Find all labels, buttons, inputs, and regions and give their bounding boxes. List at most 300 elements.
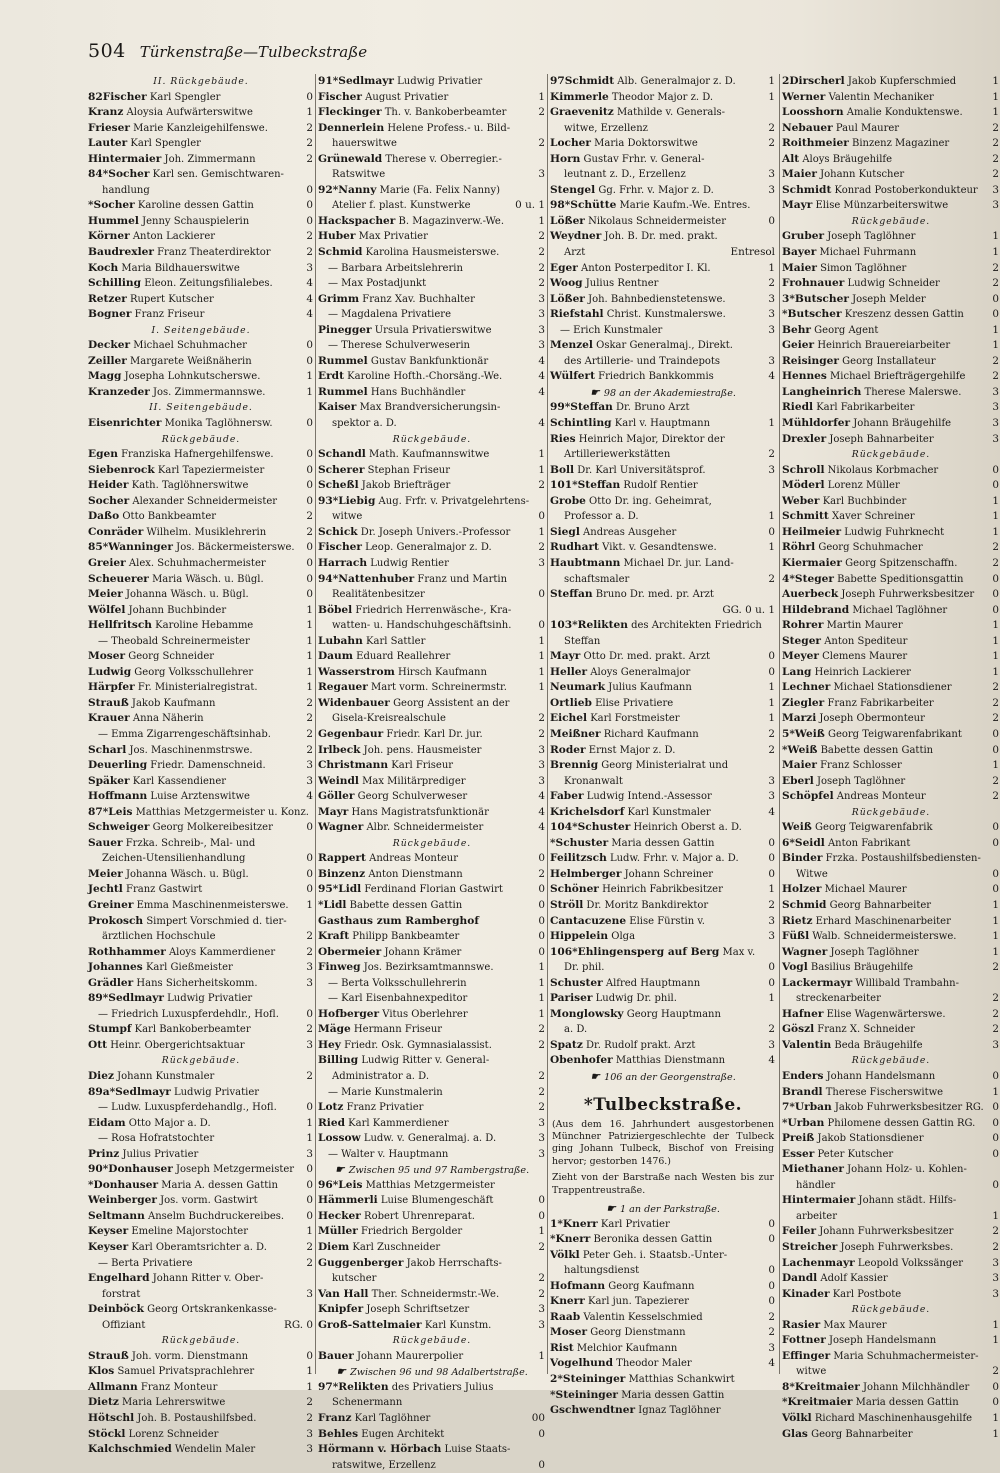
floor-number: 4 [538, 821, 545, 834]
resident-details: Richard Maschinenhausgehilfe [811, 1413, 973, 1425]
resident-surname: Krichelsdorf [550, 805, 625, 818]
resident-surname: Brennig [550, 759, 599, 772]
house-number: * [88, 199, 94, 212]
resident-details: Franz Xav. Buchhalter [359, 293, 475, 305]
directory-entry [318, 867, 546, 883]
directory-entry [318, 556, 546, 572]
floor-number: 0 [306, 354, 313, 367]
floor-number: 0 [306, 463, 313, 476]
floor-number: 3 [538, 743, 545, 756]
directory-entry [550, 136, 776, 152]
resident-details: Anton Fabrikant [824, 837, 911, 849]
resident-details: Konrad Postoberkondukteur [831, 184, 978, 196]
directory-entry [782, 261, 1000, 277]
resident-details: — Friedrich Luxuspferdehdlr., Hofl. [98, 1008, 279, 1020]
directory-entry [782, 758, 1000, 774]
floor-number: 1 [992, 650, 999, 663]
resident-details: Maria dessen Gattin [608, 837, 715, 849]
directory-entry [782, 1427, 1000, 1443]
resident-details: Jenny Schauspielerin [138, 215, 250, 227]
resident-surname: Lubahn [318, 634, 363, 647]
resident-surname: Maier [782, 759, 817, 772]
resident-details: Georg Dienstmann [587, 1327, 686, 1339]
directory-entry [782, 696, 1000, 712]
directory-entry [318, 587, 546, 603]
floor-number: 3 [538, 759, 545, 772]
directory-entry [782, 711, 1000, 727]
directory-entry [88, 867, 314, 883]
column-3 [550, 74, 776, 1417]
resident-details: Joh. Zimmermann [161, 153, 256, 165]
resident-details: Dr. Bruno Arzt [612, 402, 690, 414]
resident-surname: Deinböck [88, 1303, 144, 1316]
section-heading: Rückgebäude. [851, 806, 931, 818]
directory-entry [550, 851, 776, 867]
resident-surname: Schöner [550, 883, 599, 896]
resident-surname: Fleckinger [318, 106, 382, 119]
resident-details: Aloys Generalmajor [587, 666, 691, 678]
floor-number: 2 [992, 152, 999, 165]
directory-entry [782, 556, 1000, 572]
resident-surname: Pariser [550, 992, 593, 1005]
directory-entry [550, 1248, 776, 1264]
floor-number: 0 [538, 1209, 545, 1222]
directory-entry [318, 774, 546, 790]
resident-surname: Obermeier [318, 945, 382, 958]
resident-details: Karl Tapeziermeister [154, 464, 265, 476]
resident-details: Karoline dessen Gattin [134, 200, 254, 212]
resident-surname: Eberl [782, 774, 814, 787]
resident-details: Maria A. dessen Gattin [158, 1179, 278, 1191]
page-header [88, 40, 968, 68]
floor-number: 0 [538, 510, 545, 523]
floor-number: 4 [538, 354, 545, 367]
directory-entry [550, 276, 776, 292]
directory-entry [88, 152, 314, 168]
floor-number: 0 [992, 308, 999, 321]
directory-entry [782, 105, 1000, 121]
floor-number: 0 [992, 821, 999, 834]
directory-entry [318, 743, 546, 759]
floor-number: 3 [768, 463, 775, 476]
resident-details: Andreas Ausgeher [579, 526, 677, 538]
resident-surname: Harrach [318, 556, 368, 569]
floor-number: 3 [538, 292, 545, 305]
floor-number: 0 [306, 417, 313, 430]
directory-entry [88, 90, 314, 106]
resident-surname: Diem [318, 1241, 350, 1254]
resident-surname: Knerr [562, 1217, 598, 1230]
resident-details: Emeline Majorstochter [128, 1226, 248, 1238]
floor-number: 2 [768, 1310, 775, 1323]
resident-details: Johann Ritter v. Ober- [149, 1273, 264, 1285]
floor-number: 1 [538, 992, 545, 1005]
floor-number: 1 [306, 681, 313, 694]
resident-surname: Auerbeck [782, 588, 839, 601]
resident-details: Jakob Kupferschmied [844, 76, 957, 87]
directory-entry [88, 634, 314, 650]
directory-entry [88, 354, 314, 370]
resident-details: witwe, Erzellenz [564, 122, 648, 134]
resident-surname: Stengel [550, 183, 596, 196]
directory-entry [550, 214, 776, 230]
directory-entry [550, 898, 776, 914]
house-number: * [318, 898, 324, 911]
house-number: 103* [550, 619, 578, 632]
resident-surname: Helmberger [550, 867, 622, 880]
resident-details: Rudolf Rentier [620, 480, 698, 492]
resident-surname: Butscher [794, 292, 849, 305]
floor-number: 1 [992, 619, 999, 632]
directory-entry [550, 1372, 776, 1388]
resident-surname: Weindl [318, 774, 359, 787]
directory-entry [550, 680, 776, 696]
directory-entry [88, 167, 314, 183]
floor-number: 0 [768, 1295, 775, 1308]
resident-details: Leop. Generalmajor z. D. [361, 542, 492, 554]
directory-entry [782, 1318, 1000, 1334]
resident-surname: Groß-Sattelmaier [318, 1318, 422, 1331]
directory-entry [88, 914, 314, 930]
resident-surname: Siegl [550, 525, 580, 538]
directory-entry [550, 820, 776, 836]
resident-details: Jakob Kaufmann [128, 697, 216, 709]
resident-details: Johann Fuhrwerksbesitzer [816, 1226, 954, 1238]
resident-surname: Prinz [88, 1147, 120, 1160]
resident-details: Karl Bankoberbeamter [131, 1024, 251, 1036]
resident-surname: Schmitt [782, 510, 829, 523]
directory-entry [88, 245, 314, 261]
directory-entry [550, 354, 776, 370]
resident-details: Basilius Bräugehilfe [807, 962, 914, 974]
directory-entry [782, 618, 1000, 634]
floor-number: 2 [768, 743, 775, 756]
directory-entry [318, 945, 546, 961]
resident-surname: Moser [550, 1326, 588, 1339]
resident-details: — Therese Schulverweserin [328, 340, 470, 352]
house-number: 92* [318, 183, 339, 196]
floor-number: 2 [538, 137, 545, 150]
directory-entry [550, 1294, 776, 1310]
resident-surname: Grobe [550, 494, 586, 507]
resident-surname: Bogner [88, 308, 132, 321]
floor-number: 1 [992, 246, 999, 259]
directory-entry [550, 929, 776, 945]
floor-number: 0 [538, 1458, 545, 1471]
resident-details: Jakob Herrschafts- [403, 1257, 502, 1269]
resident-surname: Preiß [782, 1132, 815, 1145]
directory-entry [318, 276, 546, 292]
resident-surname: Hintermaier [782, 1194, 856, 1207]
resident-details: — Walter v. Hauptmann [328, 1148, 449, 1160]
resident-details: Luise Blumengeschäft [377, 1195, 494, 1207]
resident-surname: Glas [782, 1427, 808, 1440]
note-text: 1 an der Parkstraße. [619, 1203, 720, 1215]
resident-details: Steffan [564, 635, 601, 647]
resident-details: Eleon. Zeitungsfilialebes. [141, 278, 273, 290]
resident-surname: Zeiller [88, 354, 127, 367]
directory-entry [550, 509, 776, 525]
floor-number: 0 [306, 1101, 313, 1114]
directory-entry [88, 851, 314, 867]
resident-details: Dr. Rudolf prakt. Arzt [582, 1039, 696, 1051]
resident-surname: Schütte [570, 199, 617, 212]
directory-entry [88, 136, 314, 152]
resident-details: Maria Lehrerswitwe [118, 1397, 226, 1409]
resident-details: Jakob Briefträger [358, 480, 451, 492]
resident-surname: Lechner [782, 681, 831, 694]
resident-details: — Karl Eisenbahnexpeditor [328, 993, 468, 1005]
resident-details: Artilleriewerkstätten [564, 449, 671, 461]
floor-number: 2 [538, 1241, 545, 1254]
resident-details: handlung [102, 184, 150, 196]
resident-details: Philipp Bankbeamter [349, 931, 460, 943]
resident-surname: Lidl [323, 898, 347, 911]
directory-entry [550, 727, 776, 743]
floor-number: 3 [306, 774, 313, 787]
resident-surname: Jechtl [88, 883, 123, 896]
resident-details: Michael Stationsdiener [830, 682, 952, 694]
floor-number: 0 [306, 1163, 313, 1176]
resident-details: Joseph Taglöhner [813, 775, 906, 787]
resident-details: Administrator a. D. [332, 1071, 429, 1082]
floor-number: 2 [538, 261, 545, 274]
column-4 [782, 74, 1000, 1440]
directory-entry [782, 572, 1000, 588]
floor-number: 1 [768, 75, 775, 87]
floor-number: 3 [992, 417, 999, 430]
resident-details: Joseph Fuhrwerksbesitzer [838, 589, 975, 601]
resident-details: — Max Postadjunkt [328, 278, 427, 290]
resident-surname: Lößer [550, 292, 585, 305]
resident-details: Ferdinand Florian Gastwirt [361, 884, 503, 896]
floor-number: 3 [306, 1427, 313, 1440]
resident-details: Witwe [796, 868, 828, 880]
floor-number: 2 [538, 1272, 545, 1285]
directory-entry [550, 1403, 776, 1419]
section-heading: II. Seitengebäude. [149, 402, 253, 414]
directory-entry [550, 198, 776, 214]
resident-surname: Socher [93, 199, 135, 212]
directory-entry [88, 618, 314, 634]
directory-entry [782, 898, 1000, 914]
house-number: * [88, 1178, 94, 1191]
resident-details: Amalie Konduktenswe. [843, 107, 963, 119]
floor-number: 0 [768, 836, 775, 849]
resident-details: Max Maurer [820, 1319, 887, 1331]
floor-number: 2 [306, 510, 313, 523]
resident-details: Georg Bahnarbeiter [807, 1428, 913, 1440]
floor-number: 0 [306, 199, 313, 212]
resident-details: Martin Maurer [823, 620, 903, 632]
resident-surname: Streicher [782, 1241, 838, 1254]
resident-details: Karl sen. Gemischtwaren- [149, 169, 284, 181]
floor-number: 2 [538, 277, 545, 290]
resident-surname: Fischer [318, 541, 362, 554]
directory-entry [318, 494, 546, 510]
house-number: * [782, 743, 788, 756]
resident-surname: Moser [88, 650, 126, 663]
resident-surname: Kranz [88, 106, 124, 119]
resident-surname: Rappert [318, 852, 366, 865]
column-2 [318, 74, 546, 1471]
directory-entry [782, 1271, 1000, 1287]
floor-number: 1 [992, 930, 999, 943]
directory-entry [782, 587, 1000, 603]
resident-details: Emma Maschinenmeisterswe. [133, 899, 289, 911]
directory-entry [782, 1240, 1000, 1256]
resident-details: arbeiter [796, 1210, 837, 1222]
resident-surname: Magg [88, 370, 122, 383]
directory-entry [318, 1038, 546, 1054]
resident-surname: Völkl [782, 1412, 812, 1425]
resident-details: Aloys Bräugehilfe [799, 153, 893, 165]
directory-entry [88, 416, 314, 432]
resident-details: Nikolaus Schneidermeister [584, 215, 727, 227]
directory-entry [550, 90, 776, 106]
directory-entry [318, 1069, 546, 1085]
resident-details: Jos. Zimmermannswe. [149, 386, 266, 398]
resident-surname: Eidam [88, 1116, 126, 1129]
floor-number: 2 [992, 1241, 999, 1254]
resident-surname: Strauß [88, 1349, 129, 1362]
directory-entry [550, 1022, 776, 1038]
resident-details: Joseph Fuhrwerksbes. [837, 1242, 954, 1254]
directory-entry [782, 323, 1000, 339]
resident-details: Vitus Oberlehrer [379, 1008, 468, 1020]
floor-number: 1 [992, 510, 999, 523]
resident-surname: Riefstahl [550, 308, 604, 321]
floor-number: 0 [992, 1070, 999, 1082]
resident-details: Heinrich Fabrikbesitzer [598, 884, 723, 896]
floor-number: 3 [768, 183, 775, 196]
section-heading: Rückgebäude. [851, 1055, 931, 1067]
floor-number: 1 [992, 90, 999, 103]
house-number: 97* [318, 1380, 339, 1393]
section-heading: Rückgebäude. [392, 1335, 472, 1347]
directory-entry [88, 1193, 314, 1209]
resident-details: Mart vorm. Schreinermstr. [367, 682, 507, 694]
resident-surname: Kraft [318, 930, 350, 943]
directory-entry [318, 323, 546, 339]
resident-surname: Leis [338, 1178, 363, 1191]
house-number: 104* [550, 821, 578, 834]
floor-number: 3 [992, 385, 999, 398]
street-description: (Aus dem 16. Jahrhundert ausgestorbenen Münchner Patriziergeschlechte der Tulbeck ging Johann Tulbeck, Bischof von Freising hervor; gestorben 1476.) [552, 1118, 774, 1167]
resident-details: Clemens Maurer [818, 651, 908, 663]
resident-details: Hans Buchhändler [367, 386, 466, 398]
directory-entry [318, 711, 546, 727]
resident-surname: Knerr [555, 1233, 591, 1246]
directory-entry [318, 618, 546, 634]
resident-surname: Fottner [782, 1334, 826, 1347]
directory-entry [550, 1341, 776, 1357]
resident-details: Eugen Architekt [358, 1428, 445, 1440]
resident-surname: Hackspacher [318, 214, 396, 227]
resident-details: Michael Schuhmacher [130, 340, 247, 352]
resident-surname: Enders [782, 1070, 824, 1082]
resident-surname: Rist [550, 1341, 574, 1354]
pointing-hand-icon: ☛ [334, 1163, 345, 1177]
floor-number: 2 [306, 727, 313, 740]
resident-details: Walb. Schneidermeisterswe. [809, 931, 957, 943]
floor-number: 4 [538, 805, 545, 818]
floor-number: 1 [538, 1225, 545, 1238]
resident-details: Max Brandversicherungsin- [356, 402, 501, 414]
floor-number: 2 [306, 945, 313, 958]
directory-entry [88, 820, 314, 836]
floor-number: 1 [768, 883, 775, 896]
resident-details: Hans Sicherheitskomm. [133, 977, 258, 989]
floor-number: 2 [992, 681, 999, 694]
floor-number: 0 [538, 852, 545, 865]
floor-number: 2 [306, 525, 313, 538]
resident-surname: Härpfer [88, 681, 135, 694]
directory-entry [782, 665, 1000, 681]
resident-surname: Maier [782, 261, 817, 274]
resident-surname: Lidl [338, 883, 362, 896]
resident-details: Julius Privatier [119, 1148, 199, 1160]
floor-number: 2 [768, 121, 775, 134]
resident-details: Franz Privatier [343, 1102, 424, 1114]
resident-details: des Artillerie- und Traindepots [564, 355, 721, 367]
floor-number: 1 [538, 463, 545, 476]
floor-number: 0 [538, 898, 545, 911]
resident-details: Schenermann [332, 1397, 403, 1409]
resident-surname: Raab [550, 1310, 581, 1323]
floor-number: 3 [538, 774, 545, 787]
floor-number: 1 [992, 1334, 999, 1347]
floor-number: 2 [768, 277, 775, 290]
resident-details: Friedrich Bankkommis [594, 371, 714, 383]
resident-surname: Haubtmann [550, 556, 621, 569]
cross-street-note [318, 1364, 546, 1380]
house-number: * [550, 836, 556, 849]
resident-surname: Baudrexler [88, 246, 154, 259]
resident-details: Alex. Schuhmachermeister [125, 557, 266, 569]
floor-number: 2 [538, 106, 545, 119]
resident-surname: Hofberger [318, 1007, 380, 1020]
resident-details: Georg Kaufmann [605, 1280, 695, 1292]
floor-number: 2 [992, 1023, 999, 1036]
resident-surname: Fischer [318, 90, 362, 103]
directory-entry [782, 121, 1000, 137]
floor-number: RG. 0 [284, 1318, 313, 1331]
floor-number: 3 [306, 1287, 313, 1300]
resident-details: Julius Rentner [582, 278, 659, 290]
resident-surname: Siebenrock [88, 463, 155, 476]
floor-number: 1 [538, 90, 545, 103]
floor-number: 2 [306, 712, 313, 725]
resident-surname: Greier [88, 556, 126, 569]
directory-entry [88, 540, 314, 556]
floor-number: 2 [306, 696, 313, 709]
resident-surname: Steger [782, 634, 822, 647]
resident-details: Friedr. Damenschneid. [147, 760, 266, 772]
resident-details: Friedrich Bergolder [357, 1226, 463, 1238]
house-number: 2 [782, 75, 790, 87]
resident-surname: Hecker [318, 1209, 361, 1222]
directory-entry [550, 882, 776, 898]
floor-number: 0 [992, 1380, 999, 1393]
directory-entry [550, 292, 776, 308]
resident-details: Karl Spengler [127, 138, 201, 150]
floor-number: 3 [538, 1147, 545, 1160]
directory-entry [550, 1007, 776, 1023]
resident-surname: Horn [550, 152, 581, 165]
resident-details: Elise Fürstin v. [626, 915, 705, 927]
directory-entry [318, 525, 546, 541]
